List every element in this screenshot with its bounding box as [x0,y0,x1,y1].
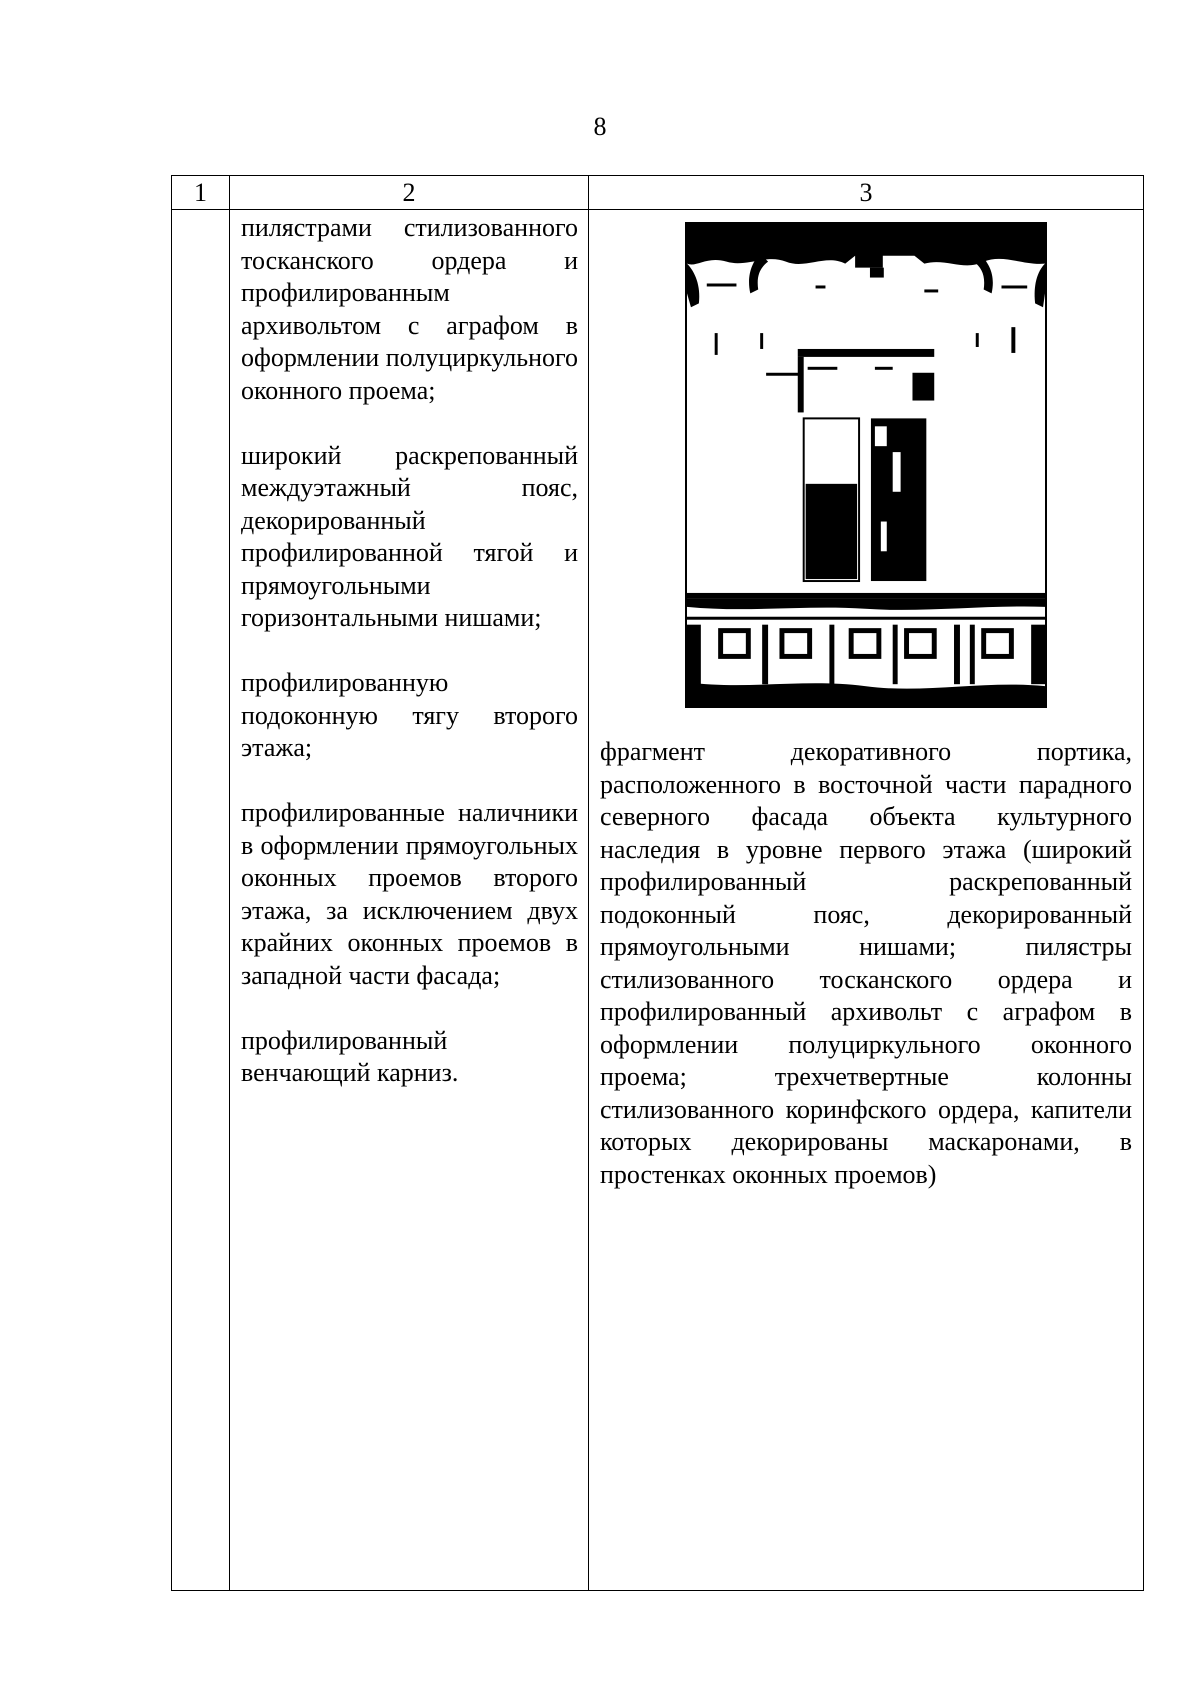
table-cell-illustration [589,210,1144,1591]
description-paragraph: широкий раскрепованный междуэтажный пояс, декорированный профилированной тягой и прямоугольными горизонтальными нишами; [241,440,578,632]
table-header-row [172,176,1144,210]
table-row [172,210,1144,1591]
description-paragraph: профилированную подоконную тягу второго этажа; [241,668,578,762]
description-paragraph: пилястрами стилизованного тосканского ордера и профилированным архивольтом с аграфом в оформлении полуциркульного оконного проема; [241,213,578,405]
table-header-col-3: 3 [589,176,1144,210]
page-number: 8 [593,112,607,141]
description-paragraph: профилированные наличники в оформлении прямоугольных оконных проемов второго этажа, за исключением двух крайних оконных проемов в западной части фасада; [241,798,578,990]
table-cell-number [172,210,230,1591]
facade-photo [685,222,1047,708]
table-header-col-2: 2 [230,176,589,210]
table-cell-description [230,210,589,1591]
content-table [171,175,1144,1591]
illustration-caption: фрагмент декоративного портика, расположенного в восточной части парадного северного фасада объекта культурного наследия в уровне первого этажа (широкий профилированный раскрепованный подоконный пояс, декорированный прямоугольными нишами; пилястры стилизованного тосканского ордера и профилированный архивольт с аграфом в оформлении полуциркульного оконного проема; трехчетвертные колонны стилизованного коринфского ордера, капители которых декорированы маскаронами, в простенках оконных проемов) [600,737,1132,1189]
description-paragraph: профилированный венчающий карниз. [241,1025,459,1087]
table-header-col-1: 1 [172,176,230,210]
